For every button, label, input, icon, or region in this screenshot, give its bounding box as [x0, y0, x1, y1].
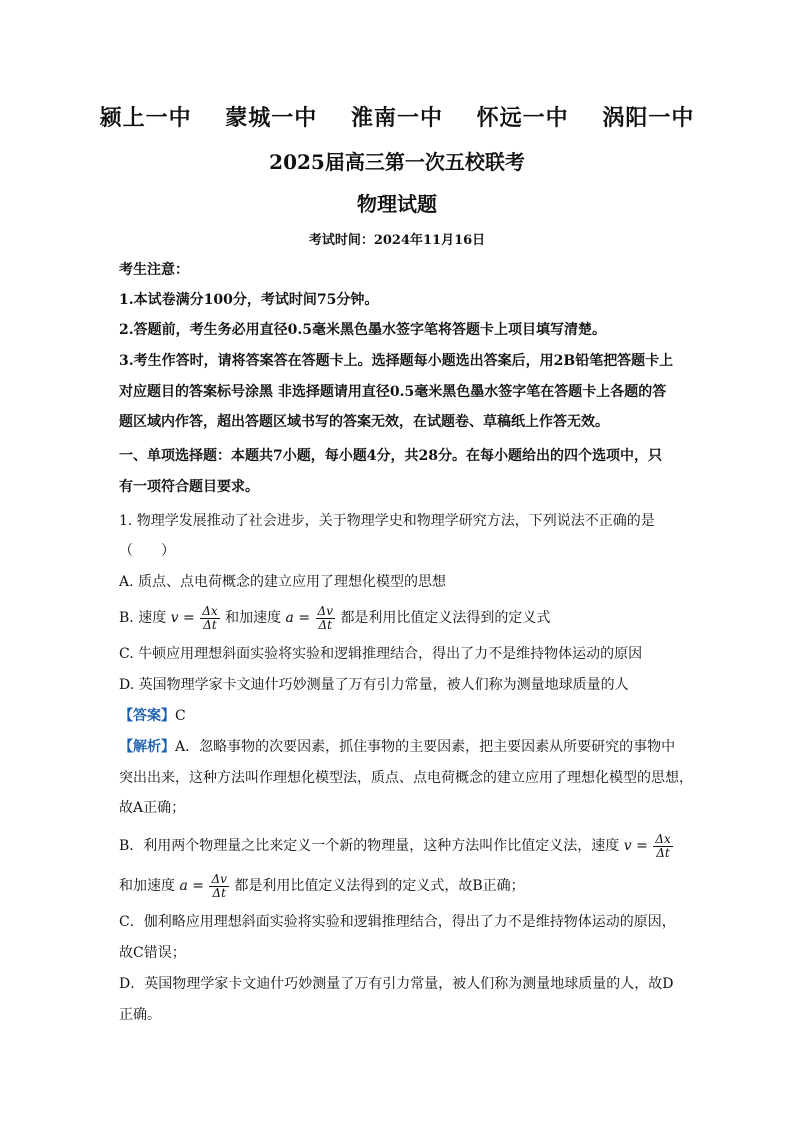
analysis-b-prefix: 和加速度: [119, 878, 175, 894]
option-a: A. 质点、点电荷概念的建立应用了理想化模型的思想: [119, 574, 447, 590]
fraction-denominator: Δt: [318, 617, 332, 632]
analysis-c-line-1: C．伽利略应用理想斜面实验将实验和逻辑推理结合，得出了力不是维持物体运动的原因，: [119, 914, 676, 930]
fraction-denominator: Δt: [203, 617, 217, 632]
notice-item-3-line-3: 题区域内作答，超出答题区域书写的答案无效，在试题卷、草稿纸上作答无效。: [119, 414, 609, 430]
fraction-numerator: Δx: [202, 603, 218, 618]
analysis-b-suffix: 都是利用比值定义法得到的定义式，故B正确；: [234, 878, 525, 894]
answer-bracket: （ ）: [119, 543, 175, 559]
velocity-symbol: v =: [623, 838, 648, 854]
analysis-b-line-2: [119, 866, 679, 906]
notice-heading: 考生注意：: [119, 262, 189, 278]
analysis-a-line-2: 突出出来，这种方法叫作理想化模型法，质点、点电荷概念的建立应用了理想化模型的思想，: [119, 770, 693, 786]
option-b-prefix: B. 速度: [119, 610, 167, 626]
acceleration-symbol: a =: [179, 878, 204, 894]
school-name: 蒙城一中: [225, 105, 318, 131]
analysis-a-text: A．忽略事物的次要因素，抓住事物的主要因素，把主要因素从所要研究的事物中: [175, 739, 676, 755]
analysis-d-line-1: D．英国物理学家卡文迪什巧妙测量了万有引力常量，被人们称为测量地球质量的人，故D: [119, 976, 674, 992]
analysis-b-line-1: [119, 826, 679, 866]
exam-time: 考试时间：2024年11月16日: [308, 233, 486, 248]
section-heading-line-1: 一、单项选择题：本题共7小题，每小题4分，共28分。在每小题给出的四个选项中，只: [119, 448, 662, 464]
question-stem: 1. 物理学发展推动了社会进步，关于物理学史和物理学研究方法，下列说法不正确的是: [119, 513, 655, 529]
velocity-fraction: [200, 605, 219, 632]
velocity-symbol: v =: [170, 610, 195, 626]
fraction-numerator: Δx: [655, 831, 671, 846]
fraction-denominator: Δt: [212, 885, 226, 900]
analysis-b-text: B．利用两个物理量之比来定义一个新的物理量，这种方法叫作比值定义法，速度: [119, 838, 620, 854]
notice-item-3-line-2: 对应题目的答案标号涂黑 非选择题请用直径0.5毫米黑色墨水签字笔在答题卡上各题的答: [119, 384, 667, 400]
notice-item-1: 1.本试卷满分100分，考试时间75分钟。: [119, 292, 379, 308]
acceleration-symbol: a =: [285, 610, 311, 626]
school-name: 涡阳一中: [602, 105, 695, 131]
answer-tag: 【答案】: [119, 708, 175, 724]
subject-title: 物理试题: [357, 192, 437, 216]
option-b-suffix: 都是利用比值定义法得到的定义式: [340, 610, 551, 626]
school-name: 颍上一中: [99, 105, 192, 131]
notice-item-3-line-1: 3.考生作答时，请将答案答在答题卡上。选择题每小题选出答案后，用2B铅笔把答题卡上: [119, 353, 674, 369]
velocity-fraction: [653, 833, 672, 860]
section-heading-line-2: 有一项符合题目要求。: [119, 479, 259, 495]
option-b-mid: 和加速度: [225, 610, 282, 626]
option-c: C. 牛顿应用理想斜面实验将实验和逻辑推理结合，得出了力不是维持物体运动的原因: [119, 646, 643, 662]
answer-line: [119, 705, 679, 725]
school-list: [0, 101, 794, 132]
fraction-numerator: Δv: [317, 603, 333, 618]
analysis-a-line-3: 故A正确；: [119, 800, 186, 816]
school-name: 淮南一中: [350, 105, 443, 131]
fraction-numerator: Δv: [211, 871, 227, 886]
answer-value: C: [175, 708, 186, 724]
analysis-a-line-1: [119, 736, 679, 756]
analysis-tag: 【解析】: [119, 739, 175, 755]
exam-title: 2025届高三第一次五校联考: [269, 150, 525, 174]
school-name: 怀远一中: [476, 105, 569, 131]
option-b: [119, 598, 679, 638]
fraction-denominator: Δt: [656, 845, 670, 860]
analysis-d-line-2: 正确。: [119, 1007, 161, 1023]
notice-item-2: 2.答题前，考生务必用直径0.5毫米黑色墨水签字笔将答题卡上项目填写清楚。: [119, 322, 606, 338]
acceleration-fraction: [209, 873, 228, 900]
option-d: D. 英国物理学家卡文迪什巧妙测量了万有引力常量，被人们称为测量地球质量的人: [119, 677, 629, 693]
acceleration-fraction: [316, 605, 335, 632]
analysis-c-line-2: 故C错误；: [119, 945, 186, 961]
